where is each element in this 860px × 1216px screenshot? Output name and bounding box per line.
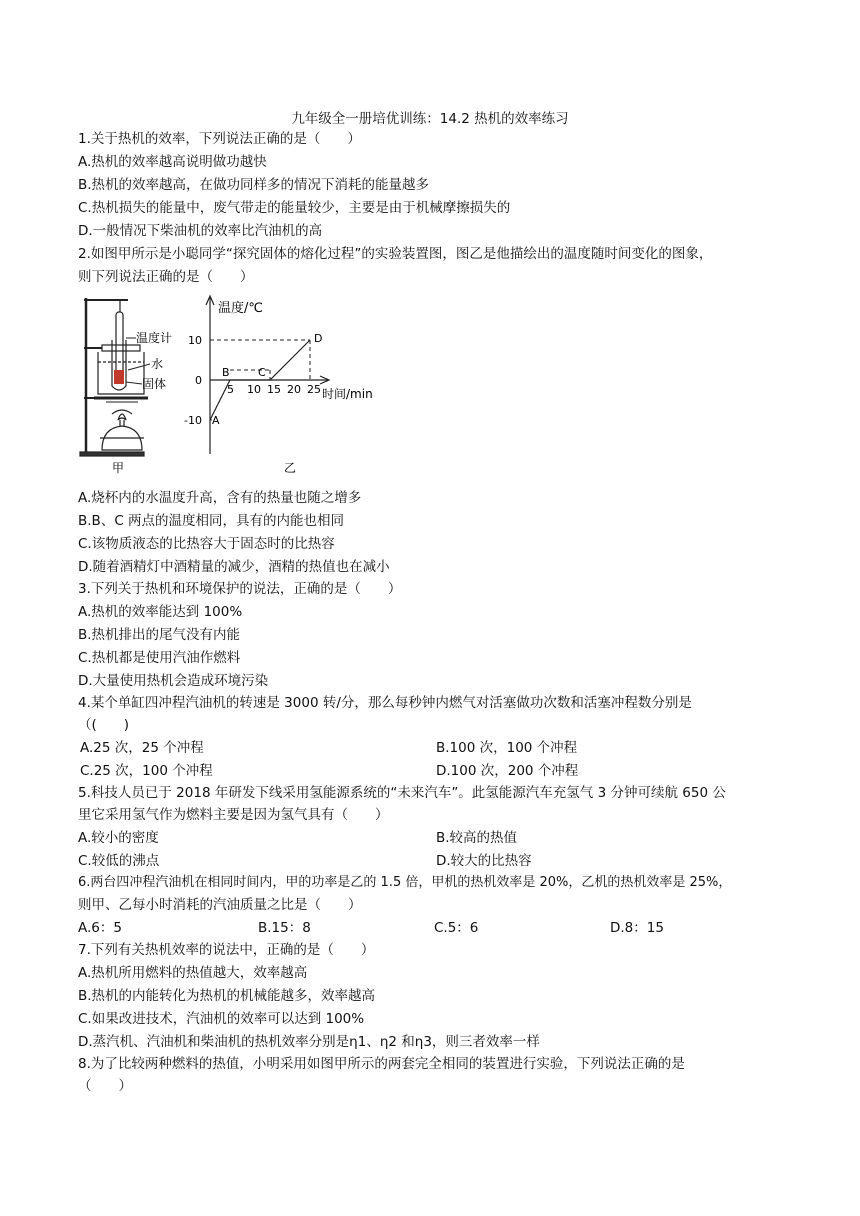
solid-sample <box>114 370 124 384</box>
caption-jia: 甲 <box>112 461 125 475</box>
label-solid: 固体 <box>142 377 167 391</box>
water-pointer <box>128 364 150 370</box>
x-tick-label: 25 <box>307 383 321 396</box>
q4-option-d: D.100 次，200 个冲程 <box>436 763 579 779</box>
q5-stem-line2: 里它采用氢气作为燃料主要是因为氢气具有（ ） <box>78 807 389 823</box>
label-water: 水 <box>151 357 164 371</box>
q2-option-d: D.随着酒精灯中酒精量的减少，酒精的热值也在减小 <box>78 559 390 575</box>
q4-option-a: A.25 次，25 个冲程 <box>80 740 204 756</box>
x-axis-label: 时间/min <box>322 387 373 401</box>
q6-option-c: C.5：6 <box>434 920 479 936</box>
q7-option-c: C.如果改进技术，汽油机的效率可以达到 100% <box>78 1011 365 1027</box>
q3-option-a: A.热机的效率能达到 100% <box>78 604 243 620</box>
q2-figure-svg <box>76 290 396 480</box>
q8-stem-line2: （ ） <box>78 1078 132 1094</box>
q2-figure <box>76 290 396 480</box>
point-label-D: D <box>314 332 323 345</box>
page-title: 九年级全一册培优训练：14.2 热机的效率练习 <box>291 111 569 127</box>
q6-stem-line1: 6.两台四冲程汽油机在相同时间内，甲的功率是乙的 1.5 倍，甲机的热机效率是 20%，乙机的热机效率是 25%， <box>78 875 732 890</box>
q7-option-b: B.热机的内能转化为热机的机械能越多，效率越高 <box>78 988 376 1004</box>
point-label-A: A <box>212 414 220 427</box>
q3-stem: 3.下列关于热机和环境保护的说法，正确的是（ ） <box>78 581 402 597</box>
q2-option-a: A.烧杯内的水温度升高，含有的热量也随之增多 <box>78 490 362 506</box>
q1-option-d: D.一般情况下柴油机的效率比汽油机的高 <box>78 223 323 239</box>
stand-base <box>80 452 144 456</box>
label-thermometer: 温度计 <box>136 331 173 345</box>
q7-option-d: D.蒸汽机、汽油机和柴油机的热机效率分别是η1、η2 和η3，则三者效率一样 <box>78 1034 540 1050</box>
y-tick-label: 0 <box>195 374 202 387</box>
flame-outline <box>112 410 132 414</box>
x-tick-label: 5 <box>227 383 234 396</box>
q8-stem-line1: 8.为了比较两种燃料的热值，小明采用如图甲所示的两套完全相同的装置进行实验，下列说法正确的是 <box>78 1056 685 1072</box>
q2-stem-line2: 则下列说法正确的是（ ） <box>78 269 254 285</box>
y-axis-label: 温度/℃ <box>218 301 263 316</box>
q4-stem-line1: 4.某个单缸四冲程汽油机的转速是 3000 转/分，那么每秒钟内燃气对活塞做功次数和活塞冲程数分别是 <box>78 695 692 711</box>
x-tick-labels <box>227 383 321 396</box>
q6-option-a: A.6：5 <box>78 920 122 936</box>
q5-stem-line1: 5.科技人员已于 2018 年研发下线采用氢能源系统的“未来汽车”。此氢能源汽车充氢气 3 分钟可续航 650 公 <box>78 785 726 801</box>
q4-option-b: B.100 次，100 个冲程 <box>436 740 578 756</box>
q1-stem: 1.关于热机的效率，下列说法正确的是（ ） <box>78 131 361 147</box>
y-tick-labels <box>184 334 202 427</box>
q6-stem-line2: 则甲、乙每小时消耗的汽油质量之比是（ ） <box>78 897 362 913</box>
q3-option-c: C.热机都是使用汽油作燃料 <box>78 650 241 666</box>
point-label-C: C <box>258 366 266 379</box>
q1-option-b: B.热机的效率越高，在做功同样多的情况下消耗的能量越多 <box>78 177 430 193</box>
q3-option-b: B.热机排出的尾气没有内能 <box>78 627 241 643</box>
temperature-graph <box>184 296 373 454</box>
q5-option-c: C.较低的沸点 <box>78 853 160 869</box>
caption-yi: 乙 <box>284 461 297 475</box>
q1-option-c: C.热机损失的能量中，废气带走的能量较少，主要是由于机械摩擦损失的 <box>78 200 511 216</box>
x-tick-label: 10 <box>247 383 261 396</box>
q1-option-a: A.热机的效率越高说明做功越快 <box>78 154 267 170</box>
y-tick-label: 10 <box>188 334 202 347</box>
q5-option-b: B.较高的热值 <box>436 830 518 846</box>
q4-option-c: C.25 次，100 个冲程 <box>80 763 213 779</box>
point-label-B: B <box>222 366 230 379</box>
q4-stem-line2: （( ) <box>78 717 130 733</box>
q2-stem-line1: 2.如图甲所示是小聪同学“探究固体的熔化过程”的实验装置图，图乙是他描绘出的温度随时间变化的图象， <box>78 246 713 262</box>
apparatus-drawing <box>80 298 148 456</box>
mid-ring <box>102 345 140 351</box>
q3-option-d: D.大量使用热机会造成环境污染 <box>78 673 269 689</box>
q6-option-b: B.15：8 <box>258 920 311 936</box>
q5-option-a: A.较小的密度 <box>78 830 159 846</box>
x-tick-label: 20 <box>287 383 301 396</box>
wick <box>120 420 124 426</box>
q5-option-d: D.较大的比热容 <box>436 853 532 869</box>
q7-stem: 7.下列有关热机效率的说法中，正确的是（ ） <box>78 942 375 958</box>
q2-option-b: B.B、C 两点的温度相同，具有的内能也相同 <box>78 513 345 529</box>
x-tick-label: 15 <box>267 383 281 396</box>
q7-option-a: A.热机所用燃料的热值越大，效率越高 <box>78 965 308 981</box>
flame-icon <box>118 414 126 420</box>
q2-option-c: C.该物质液态的比热容大于固态时的比热容 <box>78 536 335 552</box>
q6-option-d: D.8：15 <box>610 920 664 936</box>
y-tick-label: -10 <box>184 414 202 427</box>
solid-pointer <box>126 382 142 384</box>
